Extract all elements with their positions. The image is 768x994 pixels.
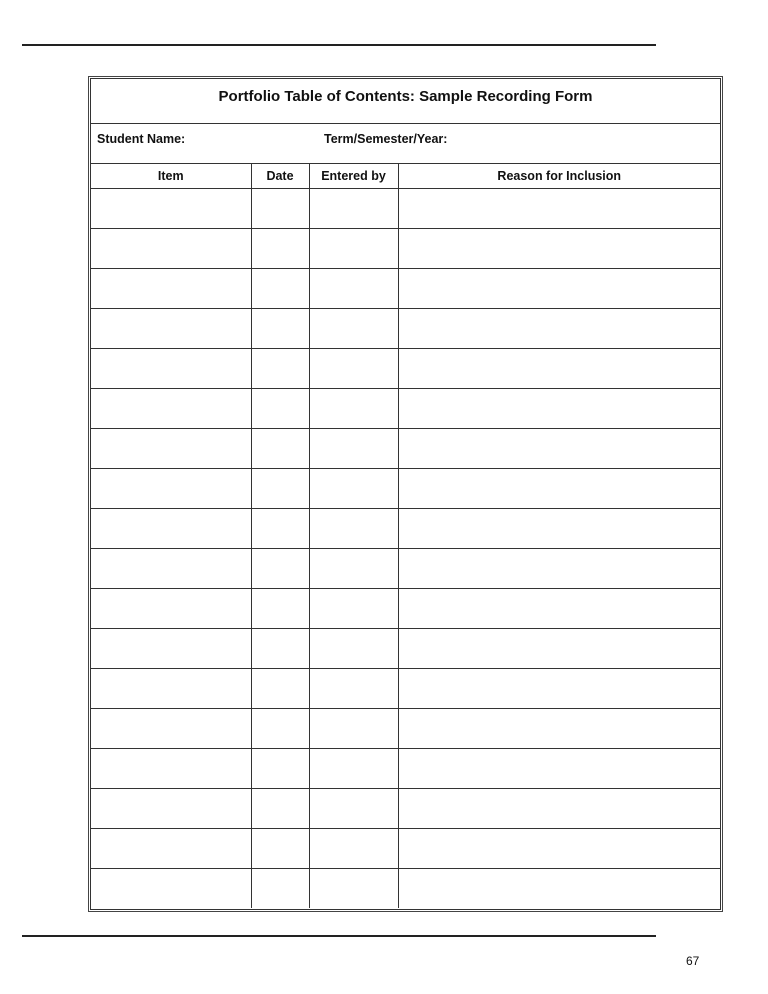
item-cell[interactable] [91, 749, 251, 789]
reason-cell[interactable] [398, 749, 720, 789]
date-cell[interactable] [251, 469, 309, 509]
reason-cell[interactable] [398, 709, 720, 749]
table-row [91, 389, 720, 429]
table-row [91, 349, 720, 389]
table-row [91, 749, 720, 789]
table-row [91, 269, 720, 309]
reason-cell[interactable] [398, 229, 720, 269]
date-cell[interactable] [251, 309, 309, 349]
student-info-row [91, 124, 720, 164]
page-number: 67 [686, 954, 700, 968]
reason-cell[interactable] [398, 389, 720, 429]
item-cell[interactable] [91, 669, 251, 709]
reason-cell[interactable] [398, 829, 720, 869]
entered-by-cell[interactable] [309, 709, 398, 749]
table-row [91, 509, 720, 549]
reason-cell[interactable] [398, 349, 720, 389]
item-cell[interactable] [91, 349, 251, 389]
item-cell[interactable] [91, 189, 251, 229]
entered-by-cell[interactable] [309, 389, 398, 429]
recording-form [88, 76, 723, 912]
item-cell[interactable] [91, 269, 251, 309]
reason-cell[interactable] [398, 869, 720, 909]
bottom-rule [22, 935, 656, 937]
entered-by-cell[interactable] [309, 669, 398, 709]
item-cell[interactable] [91, 549, 251, 589]
reason-cell[interactable] [398, 789, 720, 829]
item-cell[interactable] [91, 869, 251, 909]
column-header-reason: Reason for Inclusion [398, 164, 720, 189]
date-cell[interactable] [251, 829, 309, 869]
item-cell[interactable] [91, 389, 251, 429]
date-cell[interactable] [251, 709, 309, 749]
form-title: Portfolio Table of Contents: Sample Recording Form [91, 79, 720, 124]
entered-by-cell[interactable] [309, 309, 398, 349]
student-name-label: Student Name: [97, 132, 186, 146]
reason-cell[interactable] [398, 429, 720, 469]
item-cell[interactable] [91, 429, 251, 469]
entered-by-cell[interactable] [309, 829, 398, 869]
entered-by-cell[interactable] [309, 629, 398, 669]
term-label: Term/Semester/Year: [324, 132, 448, 146]
entered-by-cell[interactable] [309, 749, 398, 789]
entered-by-cell[interactable] [309, 869, 398, 909]
date-cell[interactable] [251, 589, 309, 629]
table-row [91, 669, 720, 709]
entered-by-cell[interactable] [309, 469, 398, 509]
entered-by-cell[interactable] [309, 229, 398, 269]
date-cell[interactable] [251, 189, 309, 229]
item-cell[interactable] [91, 469, 251, 509]
item-cell[interactable] [91, 309, 251, 349]
table-row [91, 709, 720, 749]
table-row [91, 229, 720, 269]
reason-cell[interactable] [398, 629, 720, 669]
reason-cell[interactable] [398, 469, 720, 509]
table-row [91, 869, 720, 909]
date-cell[interactable] [251, 509, 309, 549]
entered-by-cell[interactable] [309, 349, 398, 389]
reason-cell[interactable] [398, 269, 720, 309]
reason-cell[interactable] [398, 589, 720, 629]
item-cell[interactable] [91, 629, 251, 669]
date-cell[interactable] [251, 389, 309, 429]
date-cell[interactable] [251, 229, 309, 269]
date-cell[interactable] [251, 669, 309, 709]
entered-by-cell[interactable] [309, 189, 398, 229]
item-cell[interactable] [91, 589, 251, 629]
table-row [91, 549, 720, 589]
reason-cell[interactable] [398, 309, 720, 349]
reason-cell[interactable] [398, 509, 720, 549]
entered-by-cell[interactable] [309, 269, 398, 309]
date-cell[interactable] [251, 789, 309, 829]
reason-cell[interactable] [398, 669, 720, 709]
date-cell[interactable] [251, 349, 309, 389]
date-cell[interactable] [251, 749, 309, 789]
column-header-item: Item [91, 164, 251, 189]
reason-cell[interactable] [398, 549, 720, 589]
table-row [91, 789, 720, 829]
entered-by-cell[interactable] [309, 509, 398, 549]
item-cell[interactable] [91, 829, 251, 869]
table-row [91, 589, 720, 629]
entered-by-cell[interactable] [309, 429, 398, 469]
item-cell[interactable] [91, 509, 251, 549]
table-row [91, 469, 720, 509]
top-rule [22, 44, 656, 46]
table-row [91, 829, 720, 869]
date-cell[interactable] [251, 869, 309, 909]
reason-cell[interactable] [398, 189, 720, 229]
table-header-row [91, 164, 720, 189]
date-cell[interactable] [251, 549, 309, 589]
entered-by-cell[interactable] [309, 589, 398, 629]
column-header-date: Date [251, 164, 309, 189]
table-row [91, 429, 720, 469]
date-cell[interactable] [251, 269, 309, 309]
portfolio-table [91, 164, 720, 908]
date-cell[interactable] [251, 429, 309, 469]
item-cell[interactable] [91, 709, 251, 749]
table-row [91, 189, 720, 229]
entered-by-cell[interactable] [309, 549, 398, 589]
item-cell[interactable] [91, 789, 251, 829]
entered-by-cell[interactable] [309, 789, 398, 829]
table-row [91, 309, 720, 349]
column-header-entered-by: Entered by [309, 164, 398, 189]
item-cell[interactable] [91, 229, 251, 269]
date-cell[interactable] [251, 629, 309, 669]
table-row [91, 629, 720, 669]
